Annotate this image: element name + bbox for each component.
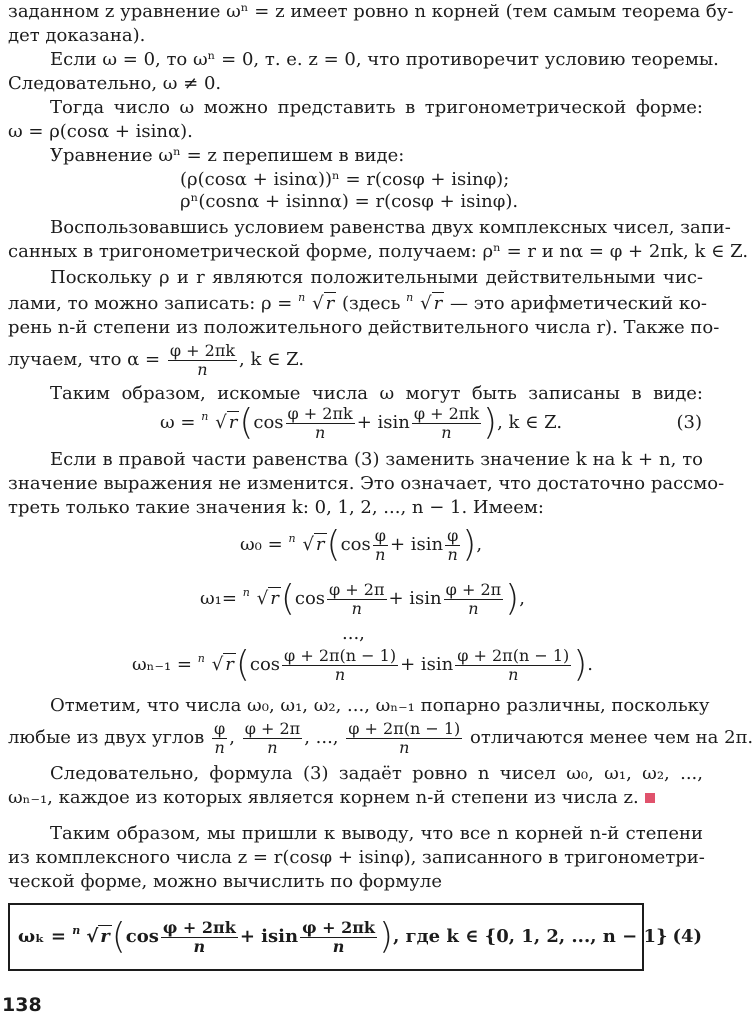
fraction: $\frac{\varphi}{n}$ xyxy=(447,525,459,564)
text-line: заданном z уравнение ωⁿ = z имеет ровно n корней (тем самым теорема бу- xyxy=(8,1,734,22)
text-line: дет доказана). xyxy=(8,25,146,46)
text-line-end-of-proof: ωₙ₋₁, каждое из которых является корнем n-й степени из числа z. xyxy=(8,786,703,810)
equation-line: (ρ(cosα + isinα))ⁿ = r(cosφ + isinφ); xyxy=(180,169,510,190)
end-of-proof-square-icon xyxy=(645,793,655,803)
fraction: $\frac{\varphi + 2\pi(n - 1)}{n}$ xyxy=(284,645,397,684)
fraction: $\frac{\varphi + 2\pi}{n}$ xyxy=(329,579,385,618)
equation-3: ω = n √ r(cos $\frac{\varphi + 2\pi k}{n}$ + isin $\frac{\varphi + 2\pi k}{n}$ ), k ∈ Z. xyxy=(160,398,562,448)
text-line: Таким образом, мы пришли к выводу, что все n корней n-й степени xyxy=(50,823,703,844)
fraction: $\frac{\varphi + 2\pi k}{n}$ xyxy=(302,917,376,956)
text-line: значение выражения не изменится. Это означает, что достаточно рассмо- xyxy=(8,473,725,494)
fraction: $\frac{\varphi + 2\pi}{n}$ xyxy=(244,718,301,757)
equation-omega-n-1: ωₙ₋₁ = n √ r(cos $\frac{\varphi + 2\pi(n - 1)}{n}$ + isin $\frac{\varphi + 2\pi(n - 1)}{n}$ ). xyxy=(132,640,593,690)
text-line-with-radicals xyxy=(8,291,708,316)
text-line: Поскольку ρ и r являются положительными действительными чис- xyxy=(50,267,703,288)
nth-root: n √ r xyxy=(298,291,335,314)
text-line: ческой форме, можно вычислить по формуле xyxy=(8,871,442,892)
equation-omega1: ω₁= n √ r(cos $\frac{\varphi + 2\pi}{n}$ + isin $\frac{\varphi + 2\pi}{n}$ ), xyxy=(200,574,525,624)
text-line: Тогда число ω можно представить в тригонометрической форме: xyxy=(50,97,703,118)
page-number: 138 xyxy=(2,994,42,1016)
fraction: $\frac{\varphi + 2\pi(n - 1)}{n}$ xyxy=(457,645,570,684)
text-line: Следовательно, формула (3) задаёт ровно n чисел ω₀, ω₁, ω₂, ..., xyxy=(50,763,703,784)
nth-root: n √ r xyxy=(197,652,234,675)
text-line: санных в тригонометрической форме, получаем: ρⁿ = r и nα = φ + 2πk, k ∈ Z. xyxy=(8,241,749,262)
fraction: $\frac{\varphi + 2\pi k}{n}$ xyxy=(162,917,236,956)
nth-root: n √ r xyxy=(201,410,238,433)
text-line: из комплексного числа z = r(cosφ + isinφ), записанного в тригонометри- xyxy=(8,847,705,868)
fraction: $\frac{\varphi}{n}$ xyxy=(374,525,386,564)
fraction: $\frac{\varphi + 2\pi(n - 1)}{n}$ xyxy=(348,718,461,757)
text-line: Воспользовавшись условием равенства двух комплексных чисел, запи- xyxy=(50,217,731,238)
text-fragment: (здесь xyxy=(341,293,401,314)
nth-root: n √ r xyxy=(242,586,279,609)
text-line: Если в правой части равенства (3) заменить значение k на k + n, то xyxy=(50,449,703,470)
text-line-with-fraction: лучаем, что α = $\frac{\varphi + 2\pi k}{n}$ , k ∈ Z. xyxy=(8,340,305,379)
equation-4: ωₖ = n √ r(cos $\frac{\varphi + 2\pi k}{n}$ + isin $\frac{\varphi + 2\pi k}{n}$ ), где k ∈ {0, 1, 2, ..., n − 1} xyxy=(18,912,668,962)
fraction: $\frac{\varphi + 2\pi}{n}$ xyxy=(445,579,502,618)
nth-root: n √ r xyxy=(406,291,443,314)
text-line: Отметим, что числа ω₀, ω₁, ω₂, ..., ωₙ₋₁ попарно различны, поскольку xyxy=(50,695,710,716)
text-line-with-fractions: любые из двух углов $\frac{\varphi}{n}$ , $\frac{\varphi + 2\pi}{n}$ , ..., $\frac{\varphi + 2\pi(n - 1)}{n}$ отличаются менее чем на 2π. xyxy=(8,718,753,757)
text-line: Уравнение ωⁿ = z перепишем в виде: xyxy=(50,145,405,166)
text-line: Если ω = 0, то ωⁿ = 0, т. е. z = 0, что противоречит условию теоремы. xyxy=(50,49,719,70)
fraction: $\frac{\varphi + 2\pi k}{n}$ xyxy=(287,403,353,442)
text-line: рень n-й степени из положительного действительного числа r). Также по- xyxy=(8,317,720,338)
fraction: $\frac{\varphi + 2\pi k}{n}$ xyxy=(169,340,236,379)
equation-number: (3) xyxy=(676,412,702,433)
text-fragment: лами, то можно записать: ρ = xyxy=(8,293,293,314)
fraction: $\frac{\varphi + 2\pi k}{n}$ xyxy=(413,403,480,442)
text-line: Следовательно, ω ≠ 0. xyxy=(8,73,222,94)
text-fragment: — это арифметический ко- xyxy=(449,293,708,314)
equation-omega0: ω₀ = n √ r(cos $\frac{\varphi}{n}$ + isin $\frac{\varphi}{n}$ ), xyxy=(240,520,482,570)
text-line: треть только такие значения k: 0, 1, 2, ..., n − 1. Имеем: xyxy=(8,497,545,518)
text-line: Таким образом, искомые числа ω могут быть записаны в виде: xyxy=(50,383,703,404)
fraction: $\frac{\varphi}{n}$ xyxy=(214,718,226,757)
equation-line: ρⁿ(cosnα + isinnα) = r(cosφ + isinφ). xyxy=(180,191,519,212)
equation-number: (4) xyxy=(672,926,702,947)
nth-root: n √ r xyxy=(72,924,110,947)
text-line: ω = ρ(cosα + isinα). xyxy=(8,121,193,142)
ellipsis: ..., xyxy=(342,623,365,644)
nth-root: n √ r xyxy=(288,532,325,555)
